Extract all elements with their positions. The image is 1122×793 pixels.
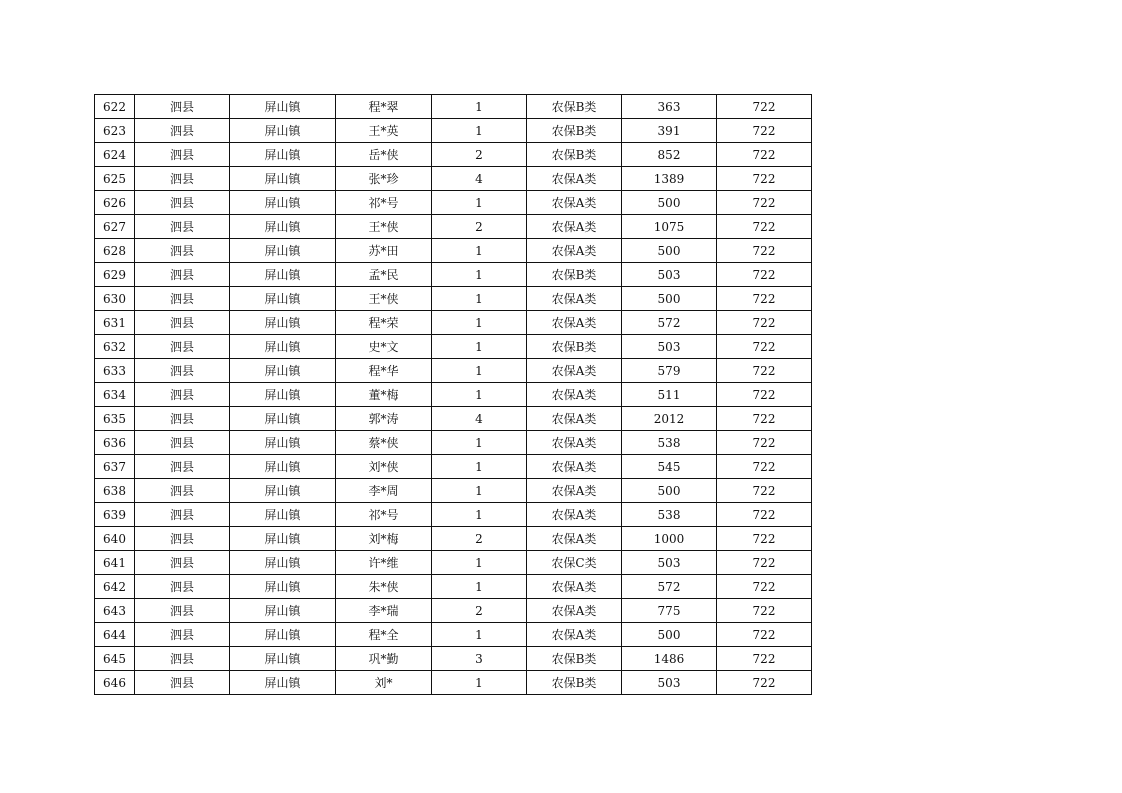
category-cell: 农保A类 xyxy=(527,239,622,263)
amount-cell: 572 xyxy=(622,575,717,599)
name-cell: 祁*号 xyxy=(336,191,432,215)
category-cell: 农保A类 xyxy=(527,455,622,479)
name-cell: 王*侠 xyxy=(336,287,432,311)
county-cell: 泗县 xyxy=(135,263,230,287)
amount-cell: 500 xyxy=(622,479,717,503)
household-size-cell: 1 xyxy=(432,479,527,503)
category-cell: 农保A类 xyxy=(527,311,622,335)
row-number-cell: 635 xyxy=(95,407,135,431)
row-number-cell: 629 xyxy=(95,263,135,287)
county-cell: 泗县 xyxy=(135,119,230,143)
county-cell: 泗县 xyxy=(135,287,230,311)
row-number-cell: 623 xyxy=(95,119,135,143)
standard-cell: 722 xyxy=(717,479,812,503)
name-cell: 刘* xyxy=(336,671,432,695)
category-cell: 农保B类 xyxy=(527,95,622,119)
standard-cell: 722 xyxy=(717,239,812,263)
standard-cell: 722 xyxy=(717,455,812,479)
table-row xyxy=(95,335,812,359)
standard-cell: 722 xyxy=(717,503,812,527)
row-number-cell: 622 xyxy=(95,95,135,119)
table-row xyxy=(95,647,812,671)
household-size-cell: 1 xyxy=(432,359,527,383)
name-cell: 程*全 xyxy=(336,623,432,647)
household-size-cell: 1 xyxy=(432,575,527,599)
household-size-cell: 1 xyxy=(432,551,527,575)
row-number-cell: 641 xyxy=(95,551,135,575)
household-size-cell: 1 xyxy=(432,191,527,215)
amount-cell: 572 xyxy=(622,311,717,335)
name-cell: 祁*号 xyxy=(336,503,432,527)
name-cell: 程*荣 xyxy=(336,311,432,335)
table-row xyxy=(95,119,812,143)
table-row xyxy=(95,455,812,479)
table-row xyxy=(95,623,812,647)
standard-cell: 722 xyxy=(717,191,812,215)
category-cell: 农保A类 xyxy=(527,383,622,407)
amount-cell: 1389 xyxy=(622,167,717,191)
household-size-cell: 1 xyxy=(432,335,527,359)
town-cell: 屏山镇 xyxy=(230,167,336,191)
county-cell: 泗县 xyxy=(135,479,230,503)
category-cell: 农保A类 xyxy=(527,215,622,239)
row-number-cell: 640 xyxy=(95,527,135,551)
row-number-cell: 645 xyxy=(95,647,135,671)
county-cell: 泗县 xyxy=(135,407,230,431)
amount-cell: 1000 xyxy=(622,527,717,551)
amount-cell: 503 xyxy=(622,263,717,287)
row-number-cell: 634 xyxy=(95,383,135,407)
name-cell: 张*珍 xyxy=(336,167,432,191)
row-number-cell: 636 xyxy=(95,431,135,455)
name-cell: 孟*民 xyxy=(336,263,432,287)
county-cell: 泗县 xyxy=(135,671,230,695)
name-cell: 郭*涛 xyxy=(336,407,432,431)
amount-cell: 500 xyxy=(622,191,717,215)
table-row xyxy=(95,359,812,383)
table-row xyxy=(95,239,812,263)
county-cell: 泗县 xyxy=(135,311,230,335)
category-cell: 农保A类 xyxy=(527,287,622,311)
town-cell: 屏山镇 xyxy=(230,335,336,359)
standard-cell: 722 xyxy=(717,359,812,383)
category-cell: 农保B类 xyxy=(527,143,622,167)
town-cell: 屏山镇 xyxy=(230,671,336,695)
table-row xyxy=(95,287,812,311)
county-cell: 泗县 xyxy=(135,647,230,671)
town-cell: 屏山镇 xyxy=(230,95,336,119)
name-cell: 巩*勤 xyxy=(336,647,432,671)
amount-cell: 2012 xyxy=(622,407,717,431)
name-cell: 蔡*侠 xyxy=(336,431,432,455)
town-cell: 屏山镇 xyxy=(230,239,336,263)
town-cell: 屏山镇 xyxy=(230,527,336,551)
table-row xyxy=(95,671,812,695)
row-number-cell: 637 xyxy=(95,455,135,479)
household-size-cell: 1 xyxy=(432,119,527,143)
household-size-cell: 4 xyxy=(432,167,527,191)
amount-cell: 503 xyxy=(622,335,717,359)
household-size-cell: 2 xyxy=(432,527,527,551)
table-row xyxy=(95,479,812,503)
household-size-cell: 1 xyxy=(432,311,527,335)
category-cell: 农保A类 xyxy=(527,527,622,551)
town-cell: 屏山镇 xyxy=(230,311,336,335)
category-cell: 农保B类 xyxy=(527,263,622,287)
name-cell: 董*梅 xyxy=(336,383,432,407)
county-cell: 泗县 xyxy=(135,167,230,191)
town-cell: 屏山镇 xyxy=(230,455,336,479)
table-row xyxy=(95,95,812,119)
category-cell: 农保A类 xyxy=(527,503,622,527)
town-cell: 屏山镇 xyxy=(230,479,336,503)
category-cell: 农保A类 xyxy=(527,191,622,215)
row-number-cell: 643 xyxy=(95,599,135,623)
household-size-cell: 1 xyxy=(432,95,527,119)
category-cell: 农保B类 xyxy=(527,647,622,671)
county-cell: 泗县 xyxy=(135,623,230,647)
table-row xyxy=(95,599,812,623)
household-size-cell: 1 xyxy=(432,455,527,479)
standard-cell: 722 xyxy=(717,287,812,311)
category-cell: 农保A类 xyxy=(527,623,622,647)
county-cell: 泗县 xyxy=(135,551,230,575)
household-size-cell: 1 xyxy=(432,287,527,311)
row-number-cell: 628 xyxy=(95,239,135,263)
table-row xyxy=(95,431,812,455)
standard-cell: 722 xyxy=(717,551,812,575)
amount-cell: 1075 xyxy=(622,215,717,239)
category-cell: 农保B类 xyxy=(527,671,622,695)
county-cell: 泗县 xyxy=(135,527,230,551)
town-cell: 屏山镇 xyxy=(230,503,336,527)
standard-cell: 722 xyxy=(717,647,812,671)
category-cell: 农保A类 xyxy=(527,167,622,191)
town-cell: 屏山镇 xyxy=(230,647,336,671)
name-cell: 刘*侠 xyxy=(336,455,432,479)
amount-cell: 852 xyxy=(622,143,717,167)
name-cell: 王*英 xyxy=(336,119,432,143)
amount-cell: 500 xyxy=(622,239,717,263)
county-cell: 泗县 xyxy=(135,383,230,407)
amount-cell: 500 xyxy=(622,287,717,311)
table-row xyxy=(95,527,812,551)
town-cell: 屏山镇 xyxy=(230,263,336,287)
row-number-cell: 644 xyxy=(95,623,135,647)
subsidy-list-table xyxy=(94,94,812,695)
table-row xyxy=(95,215,812,239)
county-cell: 泗县 xyxy=(135,359,230,383)
household-size-cell: 3 xyxy=(432,647,527,671)
county-cell: 泗县 xyxy=(135,575,230,599)
table-body xyxy=(95,95,812,695)
town-cell: 屏山镇 xyxy=(230,287,336,311)
category-cell: 农保B类 xyxy=(527,335,622,359)
standard-cell: 722 xyxy=(717,215,812,239)
county-cell: 泗县 xyxy=(135,599,230,623)
amount-cell: 775 xyxy=(622,599,717,623)
table-row xyxy=(95,167,812,191)
row-number-cell: 633 xyxy=(95,359,135,383)
category-cell: 农保A类 xyxy=(527,407,622,431)
town-cell: 屏山镇 xyxy=(230,143,336,167)
table-row xyxy=(95,263,812,287)
town-cell: 屏山镇 xyxy=(230,599,336,623)
table-row xyxy=(95,503,812,527)
category-cell: 农保B类 xyxy=(527,119,622,143)
town-cell: 屏山镇 xyxy=(230,119,336,143)
amount-cell: 503 xyxy=(622,671,717,695)
standard-cell: 722 xyxy=(717,335,812,359)
row-number-cell: 639 xyxy=(95,503,135,527)
county-cell: 泗县 xyxy=(135,191,230,215)
amount-cell: 503 xyxy=(622,551,717,575)
category-cell: 农保C类 xyxy=(527,551,622,575)
town-cell: 屏山镇 xyxy=(230,215,336,239)
table-row xyxy=(95,407,812,431)
standard-cell: 722 xyxy=(717,311,812,335)
household-size-cell: 1 xyxy=(432,671,527,695)
standard-cell: 722 xyxy=(717,599,812,623)
county-cell: 泗县 xyxy=(135,335,230,359)
household-size-cell: 1 xyxy=(432,239,527,263)
standard-cell: 722 xyxy=(717,407,812,431)
amount-cell: 391 xyxy=(622,119,717,143)
name-cell: 程*华 xyxy=(336,359,432,383)
standard-cell: 722 xyxy=(717,671,812,695)
household-size-cell: 1 xyxy=(432,263,527,287)
household-size-cell: 1 xyxy=(432,503,527,527)
standard-cell: 722 xyxy=(717,383,812,407)
name-cell: 王*侠 xyxy=(336,215,432,239)
row-number-cell: 646 xyxy=(95,671,135,695)
household-size-cell: 2 xyxy=(432,215,527,239)
amount-cell: 511 xyxy=(622,383,717,407)
row-number-cell: 627 xyxy=(95,215,135,239)
county-cell: 泗县 xyxy=(135,95,230,119)
county-cell: 泗县 xyxy=(135,431,230,455)
amount-cell: 363 xyxy=(622,95,717,119)
category-cell: 农保A类 xyxy=(527,479,622,503)
town-cell: 屏山镇 xyxy=(230,551,336,575)
row-number-cell: 642 xyxy=(95,575,135,599)
standard-cell: 722 xyxy=(717,527,812,551)
row-number-cell: 638 xyxy=(95,479,135,503)
town-cell: 屏山镇 xyxy=(230,359,336,383)
name-cell: 许*维 xyxy=(336,551,432,575)
name-cell: 李*周 xyxy=(336,479,432,503)
standard-cell: 722 xyxy=(717,263,812,287)
standard-cell: 722 xyxy=(717,575,812,599)
table-row xyxy=(95,311,812,335)
category-cell: 农保A类 xyxy=(527,599,622,623)
town-cell: 屏山镇 xyxy=(230,623,336,647)
name-cell: 朱*侠 xyxy=(336,575,432,599)
amount-cell: 538 xyxy=(622,431,717,455)
town-cell: 屏山镇 xyxy=(230,191,336,215)
category-cell: 农保A类 xyxy=(527,575,622,599)
standard-cell: 722 xyxy=(717,143,812,167)
county-cell: 泗县 xyxy=(135,143,230,167)
table-row xyxy=(95,551,812,575)
name-cell: 程*翠 xyxy=(336,95,432,119)
table-row xyxy=(95,191,812,215)
town-cell: 屏山镇 xyxy=(230,383,336,407)
name-cell: 刘*梅 xyxy=(336,527,432,551)
row-number-cell: 624 xyxy=(95,143,135,167)
household-size-cell: 2 xyxy=(432,599,527,623)
standard-cell: 722 xyxy=(717,623,812,647)
table-row xyxy=(95,383,812,407)
row-number-cell: 630 xyxy=(95,287,135,311)
county-cell: 泗县 xyxy=(135,455,230,479)
county-cell: 泗县 xyxy=(135,239,230,263)
amount-cell: 500 xyxy=(622,623,717,647)
row-number-cell: 625 xyxy=(95,167,135,191)
household-size-cell: 1 xyxy=(432,623,527,647)
town-cell: 屏山镇 xyxy=(230,575,336,599)
name-cell: 李*瑞 xyxy=(336,599,432,623)
county-cell: 泗县 xyxy=(135,503,230,527)
town-cell: 屏山镇 xyxy=(230,407,336,431)
row-number-cell: 631 xyxy=(95,311,135,335)
household-size-cell: 2 xyxy=(432,143,527,167)
household-size-cell: 4 xyxy=(432,407,527,431)
name-cell: 苏*田 xyxy=(336,239,432,263)
household-size-cell: 1 xyxy=(432,431,527,455)
standard-cell: 722 xyxy=(717,431,812,455)
standard-cell: 722 xyxy=(717,167,812,191)
amount-cell: 545 xyxy=(622,455,717,479)
name-cell: 岳*侠 xyxy=(336,143,432,167)
name-cell: 史*文 xyxy=(336,335,432,359)
amount-cell: 538 xyxy=(622,503,717,527)
category-cell: 农保A类 xyxy=(527,431,622,455)
town-cell: 屏山镇 xyxy=(230,431,336,455)
county-cell: 泗县 xyxy=(135,215,230,239)
amount-cell: 1486 xyxy=(622,647,717,671)
amount-cell: 579 xyxy=(622,359,717,383)
row-number-cell: 626 xyxy=(95,191,135,215)
table-row xyxy=(95,143,812,167)
table-row xyxy=(95,575,812,599)
category-cell: 农保A类 xyxy=(527,359,622,383)
row-number-cell: 632 xyxy=(95,335,135,359)
household-size-cell: 1 xyxy=(432,383,527,407)
standard-cell: 722 xyxy=(717,95,812,119)
standard-cell: 722 xyxy=(717,119,812,143)
